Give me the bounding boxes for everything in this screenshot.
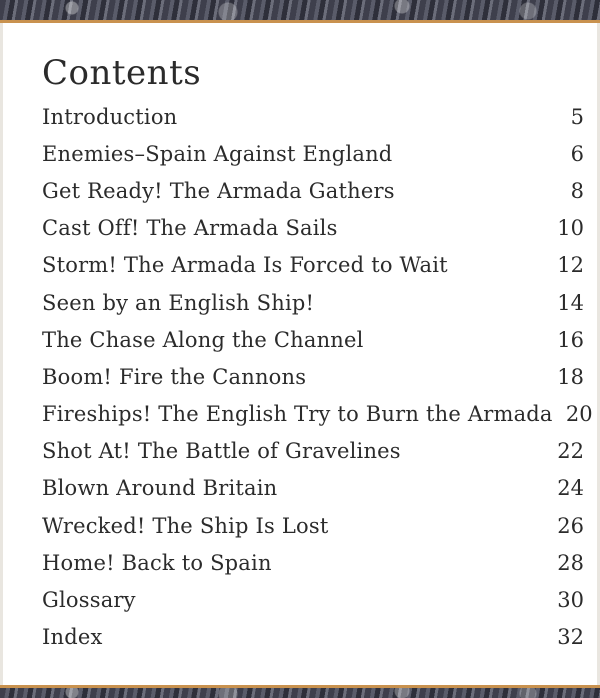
table-of-contents <box>42 48 593 656</box>
toc-entry-title: Wrecked! The Ship Is Lost <box>42 513 329 538</box>
toc-entry-page-number: 18 <box>557 364 584 389</box>
toc-entry-title: Index <box>42 625 103 650</box>
toc-entry-seen-by-english-ship[interactable] <box>42 284 584 321</box>
toc-entry-page-number: 24 <box>557 476 584 501</box>
toc-entry-title: Cast Off! The Armada Sails <box>42 216 338 241</box>
toc-entry-page-number: 30 <box>557 588 584 613</box>
toc-entry-title: Storm! The Armada Is Forced to Wait <box>42 253 448 278</box>
left-page-edge <box>0 23 3 685</box>
toc-entry-page-number: 16 <box>557 327 584 352</box>
toc-entry-page-number: 5 <box>570 104 584 129</box>
toc-entry-title: Introduction <box>42 104 178 129</box>
toc-entry-page-number: 10 <box>557 216 584 241</box>
toc-entry-home-back-to-spain[interactable] <box>42 544 584 581</box>
toc-entry-cast-off[interactable] <box>42 210 584 247</box>
contents-heading: Contents <box>42 53 202 93</box>
toc-entry-page-number: 6 <box>570 141 584 166</box>
toc-entry-glossary[interactable] <box>42 581 584 618</box>
toc-entry-title: Home! Back to Spain <box>42 550 272 575</box>
bottom-decorative-border <box>0 685 600 698</box>
toc-entry-page-number: 8 <box>570 178 584 203</box>
toc-entry-title: Blown Around Britain <box>42 476 278 501</box>
toc-entry-page-number: 28 <box>557 550 584 575</box>
toc-entry-page-number: 14 <box>557 290 584 315</box>
toc-entry-enemies[interactable] <box>42 135 584 172</box>
toc-entry-title: Glossary <box>42 588 136 613</box>
toc-entry-blown-around-britain[interactable] <box>42 470 584 507</box>
toc-entry-title: Boom! Fire the Cannons <box>42 364 307 389</box>
toc-entry-wrecked[interactable] <box>42 507 584 544</box>
toc-entry-page-number: 32 <box>557 625 584 650</box>
toc-entry-title: The Chase Along the Channel <box>42 327 364 352</box>
toc-entry-storm[interactable] <box>42 247 584 284</box>
toc-entry-title: Shot At! The Battle of Gravelines <box>42 439 401 464</box>
toc-entry-chase-along-channel[interactable] <box>42 321 584 358</box>
toc-entry-index[interactable] <box>42 619 584 656</box>
toc-entry-page-number: 12 <box>557 253 584 278</box>
toc-entry-battle-of-gravelines[interactable] <box>42 433 584 470</box>
toc-entry-fireships[interactable] <box>42 396 593 433</box>
toc-entry-page-number: 22 <box>557 439 584 464</box>
toc-entry-page-number: 20 <box>565 402 593 427</box>
toc-entry-introduction[interactable] <box>42 98 584 135</box>
toc-entry-title: Enemies–Spain Against England <box>42 141 393 166</box>
toc-entry-page-number: 26 <box>557 513 584 538</box>
toc-entry-get-ready[interactable] <box>42 172 584 209</box>
top-decorative-border <box>0 0 600 23</box>
toc-entry-boom-fire-cannons[interactable] <box>42 358 584 395</box>
toc-entry-title: Fireships! The English Try to Burn the Armada <box>42 402 553 427</box>
toc-entry-title: Seen by an English Ship! <box>42 290 315 315</box>
toc-list <box>42 98 593 656</box>
toc-entry-title: Get Ready! The Armada Gathers <box>42 178 395 203</box>
